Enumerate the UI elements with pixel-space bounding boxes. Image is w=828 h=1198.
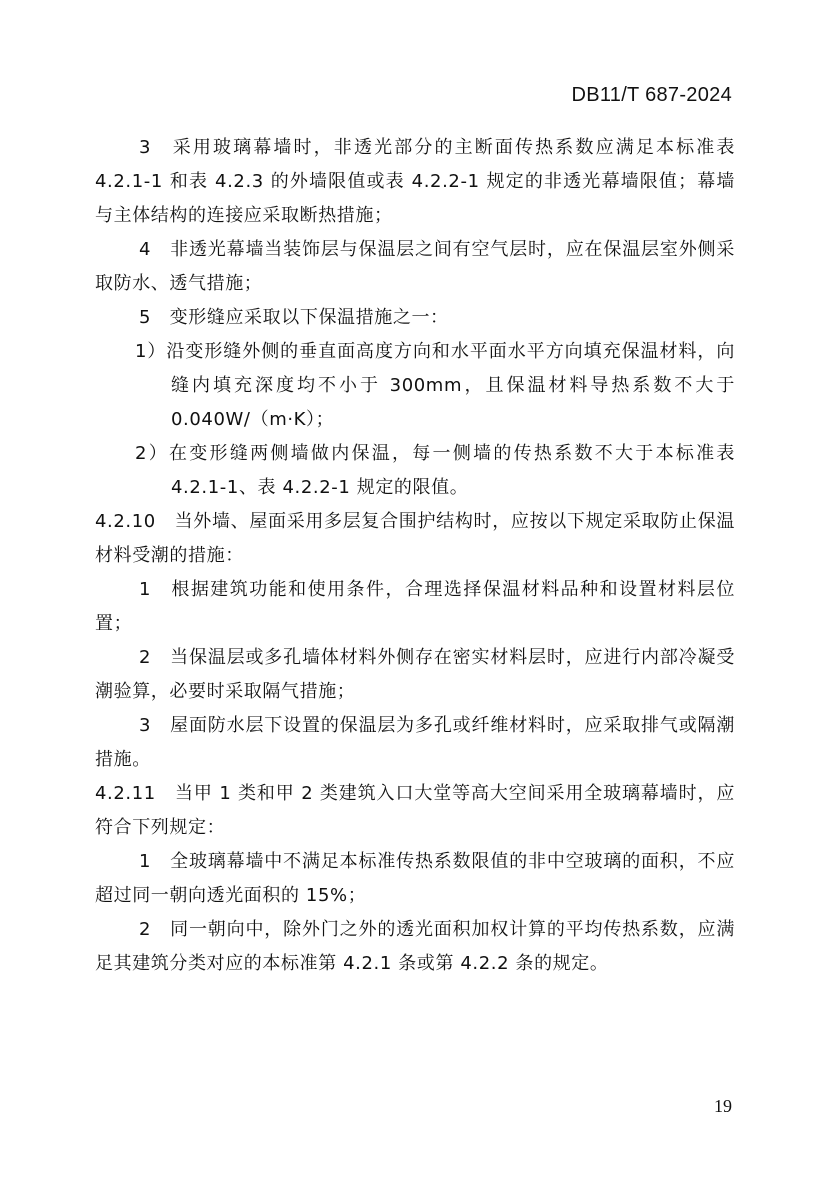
item-3-glass-curtain-wall: 3 采用玻璃幕墙时，非透光部分的主断面传热系数应满足本标准表 4.2.1-1 和表 4.2.3 的外墙限值或表 4.2.2-1 规定的非透光幕墙限值；幕墙与主体结构的连接应采取断热措施； (95, 137, 735, 226)
clause-4-2-10-item-1: 1 根据建筑功能和使用条件，合理选择保温材料品种和设置材料层位置； (95, 579, 735, 634)
document-id: DB11/T 687-2024 (571, 84, 732, 106)
clause-4-2-10: 4.2.10 当外墙、屋面采用多层复合围护结构时，应按以下规定采取防止保温材料受潮的措施： (95, 511, 735, 566)
clause-4-2-10-item-3: 3 屋面防水层下设置的保温层为多孔或纤维材料时，应采取排气或隔潮措施。 (95, 715, 735, 770)
page-number: 19 (714, 1096, 732, 1116)
item-4-opaque-curtain-wall: 4 非透光幕墙当装饰层与保温层之间有空气层时，应在保温层室外侧采取防水、透气措施； (95, 239, 735, 294)
clause-4-2-10-item-2: 2 当保温层或多孔墙体材料外侧存在密实材料层时，应进行内部冷凝受潮验算，必要时采取隔气措施； (95, 647, 735, 702)
sub-item-1-fill-insulation: 1）沿变形缝外侧的垂直面高度方向和水平面水平方向填充保温材料，向缝内填充深度均不小于 300mm，且保温材料导热系数不大于 0.040W/（m·K）； (135, 341, 735, 430)
body-text (95, 131, 735, 981)
clause-4-2-11-item-1: 1 全玻璃幕墙中不满足本标准传热系数限值的非中空玻璃的面积，不应超过同一朝向透光面积的 15%； (95, 851, 735, 906)
clause-4-2-11: 4.2.11 当甲 1 类和甲 2 类建筑入口大堂等高大空间采用全玻璃幕墙时，应符合下列规定： (95, 783, 735, 838)
clause-4-2-11-item-2: 2 同一朝向中，除外门之外的透光面积加权计算的平均传热系数，应满足其建筑分类对应的本标准第 4.2.1 条或第 4.2.2 条的规定。 (95, 919, 735, 974)
sub-item-2-inner-insulation: 2）在变形缝两侧墙做内保温，每一侧墙的传热系数不大于本标准表 4.2.1-1、表 4.2.2-1 规定的限值。 (135, 443, 735, 498)
item-5-deformation-joint: 5 变形缝应采取以下保温措施之一： (139, 307, 449, 328)
